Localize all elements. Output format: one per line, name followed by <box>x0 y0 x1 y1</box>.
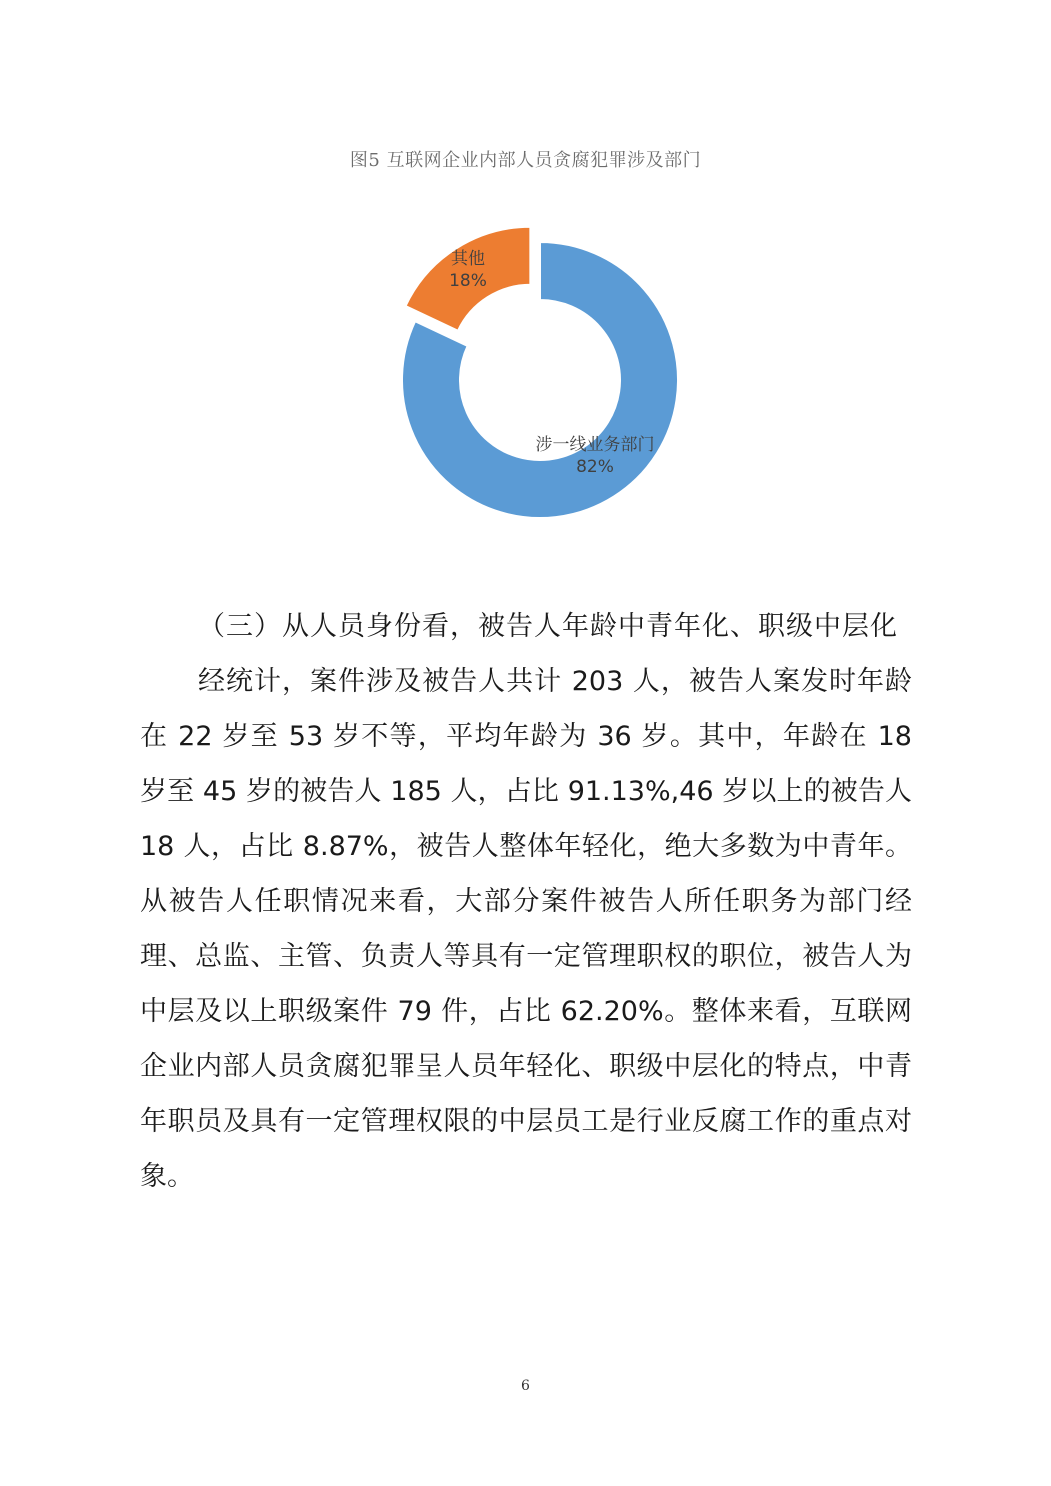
body-paragraph: 经统计，案件涉及被告人共计 203 人，被告人案发时年龄在 22 岁至 53 岁不等，平均年龄为 36 岁。其中，年龄在 18 岁至 45 岁的被告人 185 人，占比 91.13%,46 岁以上的被告人 18 人，占比 8.87%，被告人整体年轻化，绝大多数为中青年。从被告人任职情况来看，大部分案件被告人所任职务为部门经理、总监、主管、负责人等具有一定管理职权的职位，被告人为中层及以上职级案件 79 件，占比 62.20%。整体来看，互联网企业内部人员贪腐犯罪呈人员年轻化、职级中层化的特点，中青年职员及具有一定管理权限的中层员工是行业反腐工作的重点对象。 <box>140 666 912 1192</box>
slice-label-main-value: 82% <box>576 457 614 477</box>
page-number: 6 <box>521 1378 530 1394</box>
figure-title: 图5 互联网企业内部人员贪腐犯罪涉及部门 <box>349 150 702 171</box>
slice-label-main <box>530 434 660 478</box>
slice-label-other-value: 18% <box>449 271 487 291</box>
section-heading: （三）从人员身份看，被告人年龄中青年化、职级中层化 <box>198 611 898 642</box>
donut-chart <box>380 210 700 530</box>
slice-label-main-name: 涉一线业务部门 <box>535 435 655 455</box>
slice-label-other-name: 其他 <box>451 249 485 269</box>
slice-label-other <box>428 248 508 292</box>
